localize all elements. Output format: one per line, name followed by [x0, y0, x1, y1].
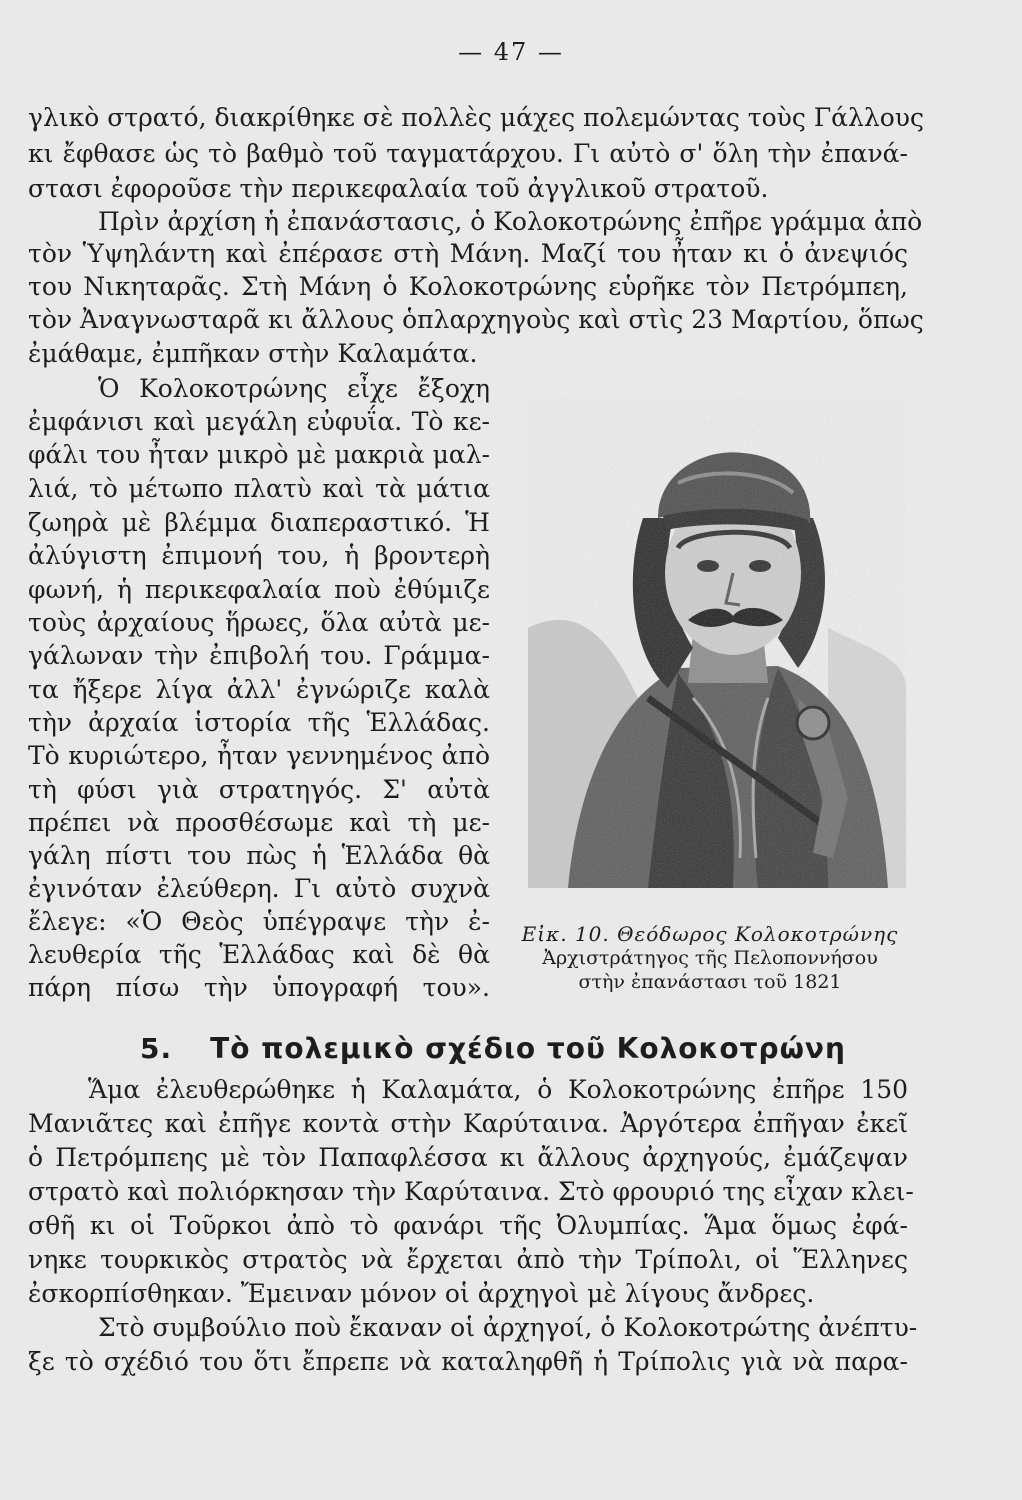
caption-title: Εἰκ. 10. Θεόδωρος Κολοκοτρώνης — [521, 922, 899, 946]
text-line: πρέπει νὰ προσθέσωμε καὶ τὴ με- — [28, 808, 490, 837]
text-line: φάλι του ἦταν μικρὸ μὲ μακριὰ μαλ- — [28, 440, 490, 469]
text-line: Στὸ συμβούλιο ποὺ ἔκαναν οἱ ἀρχηγοί, ὁ Κολοκοτρώτης ἀνέπτυ- — [98, 1313, 918, 1342]
text-line: Πρὶν ἀρχίση ἡ ἐπανάστασις, ὁ Κολοκοτρώνης ἐπῆρε γράμμα ἀπὸ — [98, 207, 923, 236]
text-line: γάλωναν τὴν ἐπιβολή του. Γράμμα- — [28, 641, 490, 670]
section-heading — [140, 1032, 846, 1065]
text-line: γλικὸ στρατό, διακρίθηκε σὲ πολλὲς μάχες πολεμώντας τοὺς Γάλλους — [28, 103, 924, 132]
text-line: τοὺς ἀρχαίους ἥρωες, ὅλα αὐτὰ με- — [28, 608, 490, 637]
text-line: τὸν Ἀναγνωσταρᾶ κι ἄλλους ὁπλαρχηγοὺς καὶ στὶς 23 Μαρτίου, ὅπως — [28, 305, 924, 334]
text-line: τὴ φύσι γιὰ στρατηγός. Σ' αὐτὰ — [28, 775, 490, 804]
text-line: λευθερία τῆς Ἑλλάδας καὶ δὲ θὰ — [28, 940, 490, 969]
text-line: σθῆ κι οἱ Τοῦρκοι ἀπὸ τὸ φανάρι τῆς Ὀλυμπίας. Ἅμα ὅμως ἐφά- — [28, 1211, 908, 1240]
text-line: νηκε τουρκικὸς στρατὸς νὰ ἔρχεται ἀπὸ τὴν Τρίπολι, οἱ Ἕλληνες — [28, 1245, 908, 1274]
caption-line: στὴν ἐπανάστασι τοῦ 1821 — [578, 971, 842, 993]
page-number: — 47 — — [458, 38, 564, 66]
text-line: πάρη πίσω τὴν ὑπογραφή του». — [28, 973, 490, 1002]
text-line: λιά, τὸ μέτωπο πλατὺ καὶ τὰ μάτια — [28, 474, 490, 503]
text-line: Ὁ Κολοκοτρώνης εἶχε ἔξοχη — [98, 374, 490, 403]
section-number: 5. — [140, 1032, 173, 1065]
text-line: ἔλεγε: «Ὁ Θεὸς ὑπέγραψε τὴν ἐ- — [28, 907, 490, 936]
text-line: ἐσκορπίσθηκαν. Ἔμειναν μόνον οἱ ἀρχηγοὶ μὲ λίγους ἄνδρες. — [28, 1279, 815, 1308]
text-line: στασι ἐφοροῦσε τὴν περικεφαλαία τοῦ ἀγγλικοῦ στρατοῦ. — [28, 174, 769, 203]
text-line: ἐγινόταν ἐλεύθερη. Γι αὐτὸ συχνὰ — [28, 874, 490, 903]
text-line: γάλη πίστι του πὼς ἡ Ἑλλάδα θὰ — [28, 841, 490, 870]
text-line: ζωηρὰ μὲ βλέμμα διαπεραστικό. Ἡ — [28, 508, 490, 537]
text-line: τὴν ἀρχαία ἱστορία τῆς Ἑλλάδας. — [28, 708, 490, 737]
portrait-image — [528, 398, 906, 888]
caption-line: Ἀρχιστράτηγος τῆς Πελοποννήσου — [542, 947, 878, 969]
text-line: ἀλύγιστη ἐπιμονή του, ἡ βροντερὴ — [28, 541, 490, 570]
text-line: στρατὸ καὶ πολιόρκησαν τὴν Καρύταινα. Στὸ φρουριό της εἶχαν κλει- — [28, 1177, 914, 1206]
text-line: ξε τὸ σχέδιό του ὅτι ἔπρεπε νὰ καταληφθῆ ἡ Τρίπολις γιὰ νὰ παρα- — [28, 1347, 908, 1376]
text-line: Τὸ κυριώτερο, ἦταν γεννημένος ἀπὸ — [28, 741, 490, 770]
text-line: ἐμάθαμε, ἐμπῆκαν στὴν Καλαμάτα. — [28, 339, 478, 368]
text-line: φωνή, ἡ περικεφαλαία ποὺ ἐθύμιζε — [28, 575, 490, 604]
figure-caption — [500, 922, 920, 994]
section-title: Τὸ πολεμικὸ σχέδιο τοῦ Κολοκοτρώνη — [210, 1032, 846, 1065]
text-line: τὸν Ὑψηλάντη καὶ ἐπέρασε στὴ Μάνη. Μαζί του ἦταν κι ὁ ἀνεψιός — [28, 239, 908, 268]
text-line: του Νικηταρᾶς. Στὴ Μάνη ὁ Κολοκοτρώνης εὑρῆκε τὸν Πετρόμπεη, — [28, 272, 908, 301]
text-line: ἐμφάνισι καὶ μεγάλη εὐφυΐα. Τὸ κε- — [28, 407, 490, 436]
text-line: Ἅμα ἐλευθερώθηκε ἡ Καλαμάτα, ὁ Κολοκοτρώνης ἐπῆρε 150 — [88, 1075, 908, 1104]
text-line: κι ἔφθασε ὡς τὸ βαθμὸ τοῦ ταγματάρχου. Γι αὐτὸ σ' ὅλη τὴν ἐπανά- — [28, 139, 908, 168]
text-line: ὁ Πετρόμπεης μὲ τὸν Παπαφλέσσα κι ἄλλους ἀρχηγούς, ἐμάζεψαν — [28, 1143, 908, 1172]
kolokotronis-portrait-illustration — [528, 398, 906, 888]
text-line: τα ἤξερε λίγα ἀλλ' ἐγνώριζε καλὰ — [28, 675, 490, 704]
text-line: Μανιᾶτες καὶ ἐπῆγε κοντὰ στὴν Καρύταινα. Ἀργότερα ἐπῆγαν ἐκεῖ — [28, 1109, 908, 1138]
